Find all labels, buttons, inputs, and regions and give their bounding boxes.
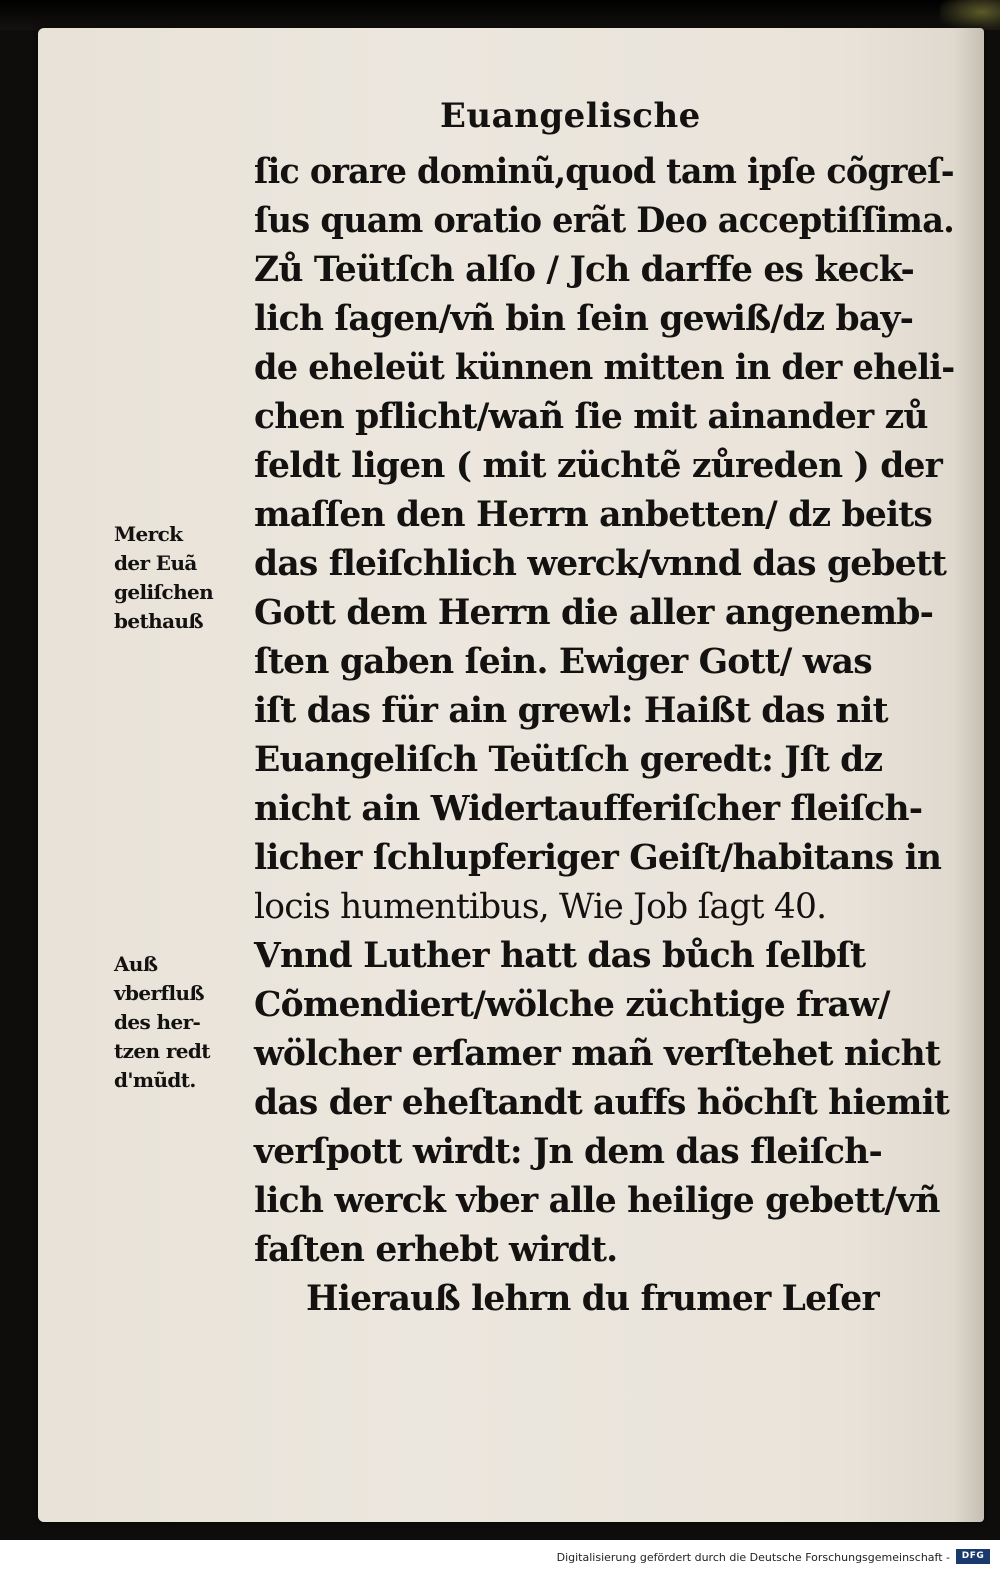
text-line: iſt das für ain grewl: Haißt das nit [254, 691, 888, 731]
text-line: das der eheſtandt auffs höchſt hiemit [254, 1083, 950, 1123]
margin-note [114, 950, 244, 1095]
text-line: licher ſchlupferiger Geiſt/habitans in [254, 838, 942, 878]
corner-stain [940, 0, 1000, 30]
text-line: maſſen den Herrn anbetten/ dz beits [254, 495, 933, 535]
margin-note-line: Auß [114, 952, 158, 976]
text-line: ſic orare dominũ,quod tam ipſe cõgreſ- [254, 152, 954, 192]
margin-note-line: der Euã [114, 551, 197, 575]
margin-note-line: d'mũdt. [114, 1068, 196, 1092]
text-line: Euangeliſch Teütſch geredt: Jſt dz [254, 740, 883, 780]
text-line: Cõmendiert/wölche züchtige fraw/ [254, 985, 890, 1025]
margin-note-line: Merck [114, 522, 183, 546]
text-line: lich ſagen/vñ bin ſein gewiß/dz bay- [254, 299, 914, 339]
text-line: verſpott wirdt: Jn dem das fleiſch- [254, 1132, 882, 1172]
margin-note-line: tzen redt [114, 1039, 210, 1063]
text-line: nicht ain Widertaufferiſcher fleiſch- [254, 789, 923, 829]
text-line: Zů Teütſch alſo / Jch darffe es keck- [254, 250, 915, 290]
text-line: chen pflicht/wañ ſie mit ainander zů [254, 397, 928, 437]
margin-note-line: vberfluß [114, 981, 205, 1005]
margin-note-line: bethauß [114, 609, 203, 633]
text-line: Gott dem Herrn die aller angenemb- [254, 593, 934, 633]
text-line: Vnnd Luther hatt das bůch ſelbſt [254, 936, 866, 976]
text-line: lich werck vber alle heilige gebett/vñ [254, 1181, 940, 1221]
footer-credit: Digitalisierung gefördert durch die Deutsche Forschungsgemeinschaft - [556, 1551, 950, 1564]
text-line: das fleiſchlich werck/vnnd das gebett [254, 544, 947, 584]
main-text-block [254, 148, 954, 1324]
scan-top-edge [0, 0, 1000, 30]
text-line: ſus quam oratio erãt Deo acceptiſſima. [254, 201, 955, 241]
text-line: de eheleüt künnen mitten in der eheli- [254, 348, 955, 388]
margin-note-line: geliſchen [114, 580, 214, 604]
running-head: Euangelische [440, 96, 701, 136]
text-line: locis humentibus, Wie Job ſagt 40. [254, 887, 827, 927]
text-line: Hierauß lehrn du frumer Leſer [306, 1279, 879, 1319]
text-line: feldt ligen ( mit züchtẽ zůreden ) der [254, 446, 943, 486]
margin-note [114, 520, 244, 636]
text-line: wölcher erſamer mañ verſtehet nicht [254, 1034, 941, 1074]
text-line: faſten erhebt wirdt. [254, 1230, 618, 1270]
dfg-logo: DFG [956, 1549, 990, 1564]
margin-note-line: des her- [114, 1010, 201, 1034]
text-line: ſten gaben ſein. Ewiger Gott/ was [254, 642, 872, 682]
page-edge-shadow [954, 28, 984, 1522]
